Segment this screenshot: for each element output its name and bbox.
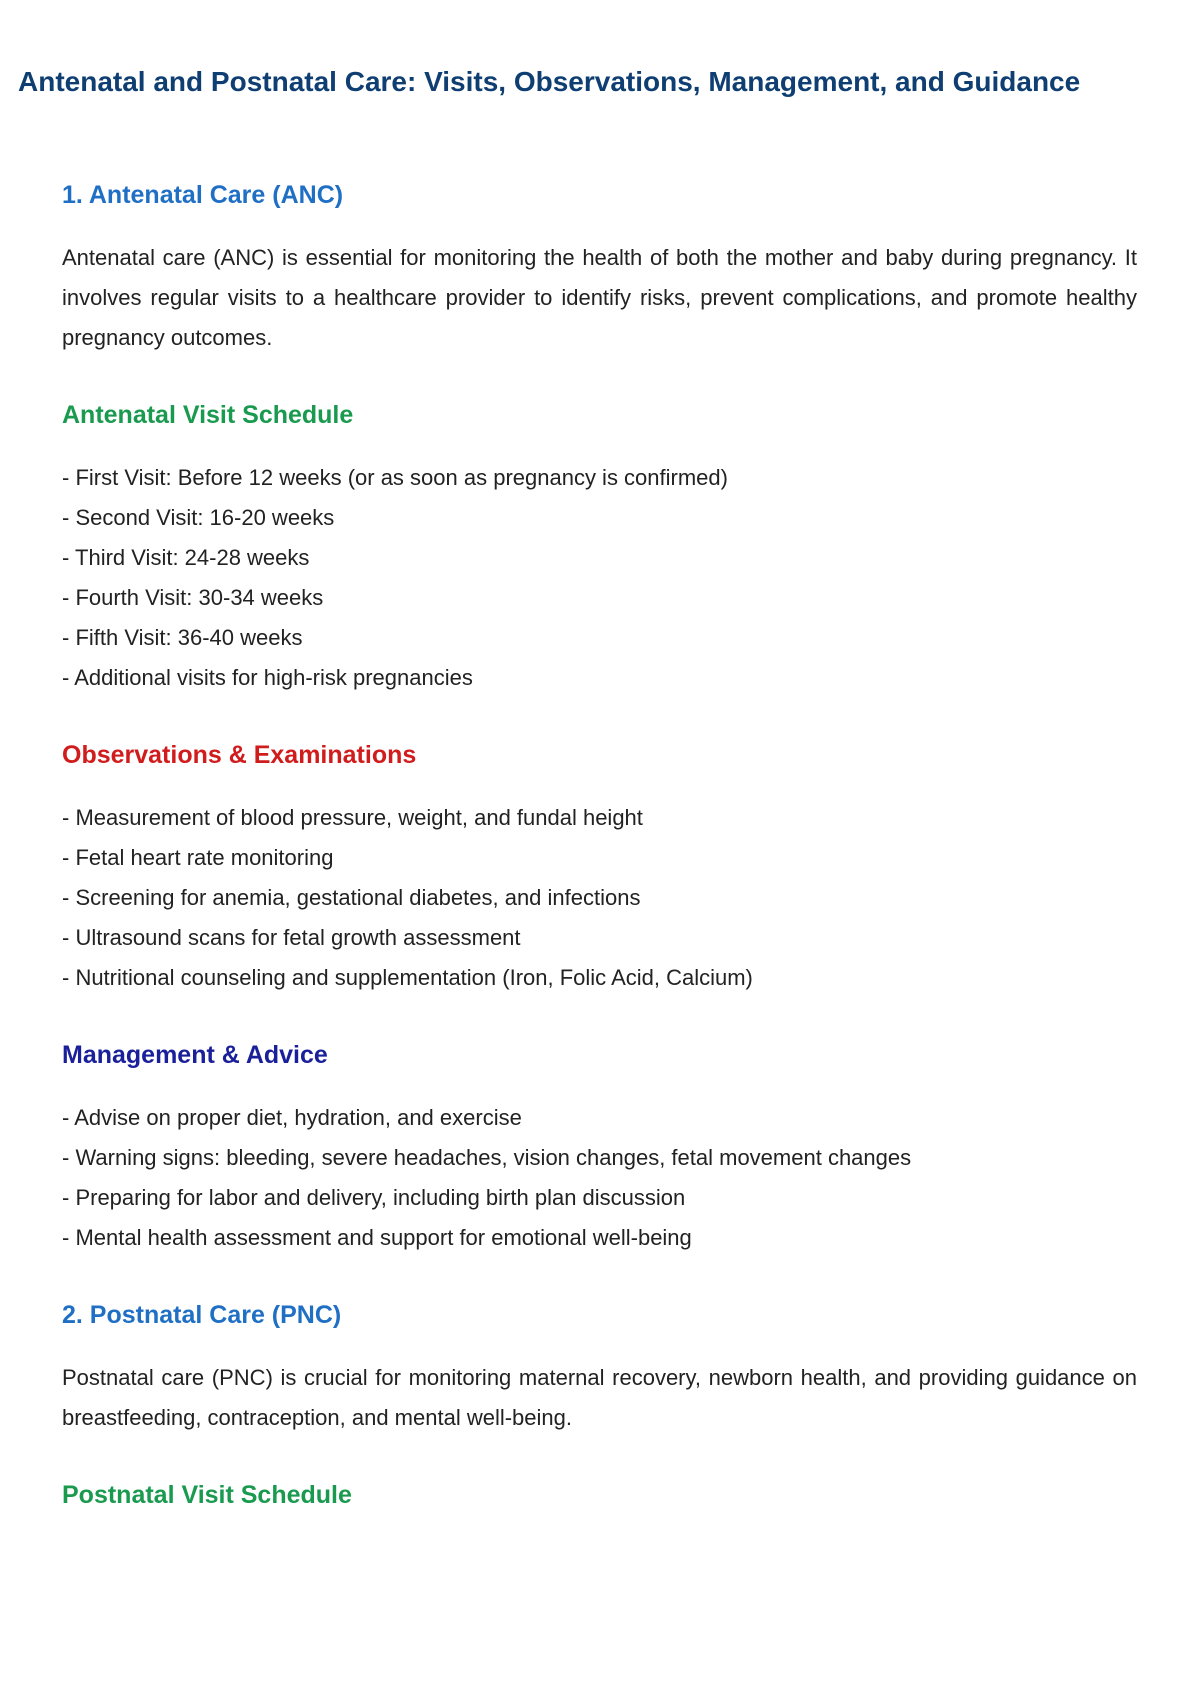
- anc-schedule-list: [62, 458, 1137, 698]
- observation-item: - Measurement of blood pressure, weight, and fundal height: [62, 805, 643, 830]
- observation-item: - Fetal heart rate monitoring: [62, 845, 334, 870]
- management-heading: Management & Advice: [62, 1041, 328, 1069]
- anc-intro-paragraph: Antenatal care (ANC) is essential for monitoring the health of both the mother and baby during pregnancy. It involves regular visits to a healthcare provider to identify risks, prevent complications, and promote healthy pregnancy outcomes.: [62, 245, 1137, 350]
- pnc-intro-paragraph: Postnatal care (PNC) is crucial for monitoring maternal recovery, newborn health, and providing guidance on breastfeeding, contraception, and mental well-being.: [62, 1365, 1137, 1430]
- anc-schedule-heading: Antenatal Visit Schedule: [62, 401, 354, 429]
- management-item: - Preparing for labor and delivery, including birth plan discussion: [62, 1185, 686, 1210]
- observation-item: - Screening for anemia, gestational diabetes, and infections: [62, 885, 641, 910]
- pnc-heading: 2. Postnatal Care (PNC): [62, 1301, 342, 1329]
- observations-heading: Observations & Examinations: [62, 741, 417, 769]
- pnc-schedule-heading: Postnatal Visit Schedule: [62, 1481, 352, 1509]
- anc-schedule-item: - Fourth Visit: 30-34 weeks: [62, 585, 324, 610]
- document-body: [62, 178, 1137, 1538]
- document-title: Antenatal and Postnatal Care: Visits, Observations, Management, and Guidance: [18, 66, 1081, 97]
- observation-item: - Ultrasound scans for fetal growth assessment: [62, 925, 521, 950]
- observations-list: [62, 798, 1137, 998]
- anc-schedule-item: - Second Visit: 16-20 weeks: [62, 505, 335, 530]
- anc-schedule-item: - Fifth Visit: 36-40 weeks: [62, 625, 303, 650]
- anc-schedule-item: - Third Visit: 24-28 weeks: [62, 545, 310, 570]
- observation-item: - Nutritional counseling and supplementation (Iron, Folic Acid, Calcium): [62, 965, 753, 990]
- management-item: - Warning signs: bleeding, severe headaches, vision changes, fetal movement changes: [62, 1145, 912, 1170]
- management-item: - Mental health assessment and support for emotional well-being: [62, 1225, 692, 1250]
- management-list: [62, 1098, 1137, 1258]
- anc-schedule-item: - Additional visits for high-risk pregnancies: [62, 665, 473, 690]
- anc-schedule-item: - First Visit: Before 12 weeks (or as soon as pregnancy is confirmed): [62, 465, 728, 490]
- management-item: - Advise on proper diet, hydration, and exercise: [62, 1105, 522, 1130]
- anc-heading: 1. Antenatal Care (ANC): [62, 181, 344, 209]
